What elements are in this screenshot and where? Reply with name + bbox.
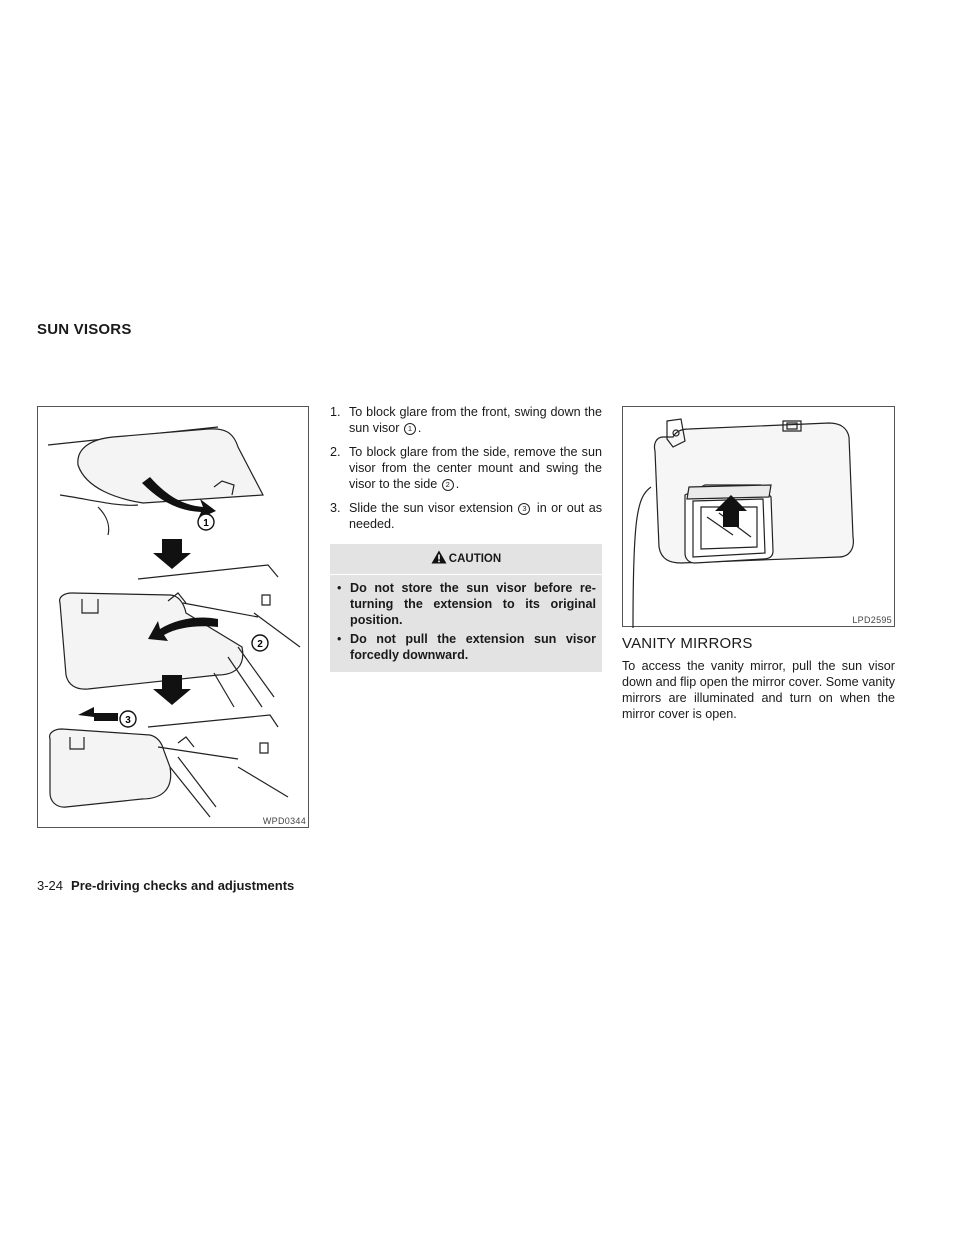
callout-2-icon: 2 xyxy=(442,479,454,491)
step-item: 3. Slide the sun visor extension 3 in or out as needed. xyxy=(330,501,603,531)
callout-2: 2 xyxy=(257,639,263,650)
page-footer xyxy=(37,878,294,893)
caution-header: CAUTION xyxy=(330,544,602,575)
vanity-mirror-drawing xyxy=(623,407,896,628)
vanity-mirrors-text: To access the vanity mirror, pull the sun visor down and flip open the mirror cover. Some vanity mirrors are illuminated and turn on when the mirror cover is open. xyxy=(622,659,896,721)
steps-list xyxy=(330,404,602,532)
step-item: 2. To block glare from the side, remove the sun visor from the center mount and swing the visor to the side 2 . xyxy=(330,445,602,491)
figure-code: LPD2595 xyxy=(852,615,892,625)
sun-visor-illustration xyxy=(37,406,309,828)
arrow-3-icon xyxy=(78,707,118,721)
callout-1: 1 xyxy=(203,518,209,529)
caution-box xyxy=(330,544,602,672)
vanity-mirrors-section xyxy=(622,636,895,722)
callout-3-icon: 3 xyxy=(518,503,530,515)
caution-item: • Do not pull the extension sun visor forcedly downward. xyxy=(337,632,596,662)
instructions-column xyxy=(330,404,602,672)
sun-visor-drawing xyxy=(38,407,310,829)
caution-item: • Do not store the sun visor before re-turning the extension to its original position. xyxy=(337,581,596,627)
page-number: 3-24 xyxy=(37,878,64,893)
callout-3: 3 xyxy=(125,715,131,726)
figure-code: WPD0344 xyxy=(262,816,306,826)
down-arrow-icon xyxy=(153,539,191,569)
caution-list xyxy=(336,580,596,663)
section-title: SUN VISORS xyxy=(37,321,132,338)
vanity-mirror-illustration xyxy=(622,406,895,627)
callout-1-icon: 1 xyxy=(404,423,416,435)
chapter-title: Pre-driving checks and adjustments xyxy=(71,878,295,893)
warning-triangle-icon xyxy=(431,550,447,564)
step-item: 1. To block glare from the front, swing down the sun visor 1 . xyxy=(330,405,602,435)
vanity-mirrors-heading: VANITY MIRRORS xyxy=(622,635,753,652)
